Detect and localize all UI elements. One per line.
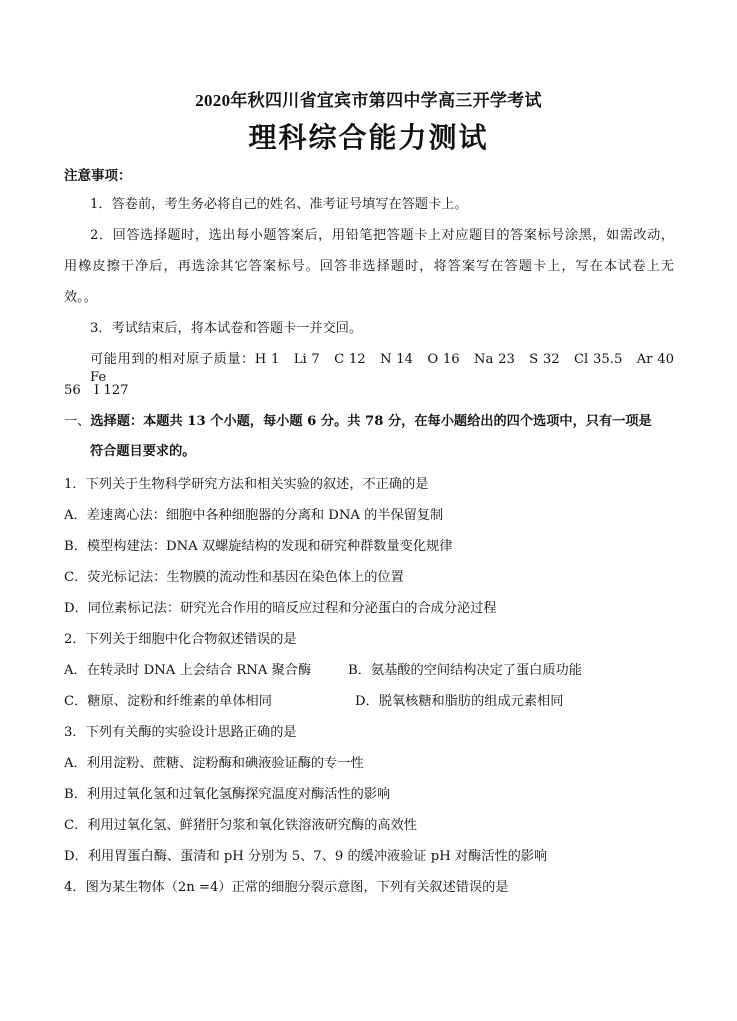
- question-1-option-a: A．差速离心法：细胞中各种细胞器的分离和 DNA 的半保留复制: [64, 508, 444, 523]
- question-3-option-c: C．利用过氧化氢、鲜猪肝匀浆和氧化铁溶液研究酶的高效性: [64, 818, 417, 833]
- question-3-option-a: A．利用淀粉、蔗糖、淀粉酶和碘液验证酶的专一性: [64, 756, 364, 771]
- question-2-stem: 2．下列关于细胞中化合物叙述错误的是: [64, 632, 297, 647]
- question-2-option-a: A．在转录时 DNA 上会结合 RNA 聚合酶: [64, 663, 312, 678]
- question-3-stem: 3．下列有关酶的实验设计思路正确的是: [64, 725, 297, 740]
- question-1-option-c: C．荧光标记法：生物膜的流动性和基因在染色体上的位置: [64, 570, 404, 585]
- question-3-option-b: B．利用过氧化氢和过氧化氢酶探究温度对酶活性的影响: [64, 787, 391, 802]
- atomic-mass-line-1: 可能用到的相对原子质量：H 1 Li 7 C 12 N 14 O 16 Na 23 S 32 Cl 35.5 Ar 40 Fe: [90, 352, 688, 385]
- exam-subtitle: 理科综合能力测试: [248, 121, 489, 154]
- notice-item-2-line-3: 效。。: [64, 290, 97, 305]
- section-1-heading-line-2: 符合题目要求的。: [90, 444, 196, 459]
- exam-title: 2020年秋四川省宜宾市第四中学高三开学考试: [195, 91, 542, 110]
- question-1-option-d: D．同位素标记法：研究光合作用的暗反应过程和分泌蛋白的合成分泌过程: [64, 601, 497, 616]
- question-4-stem: 4．图为某生物体（2n =4）正常的细胞分裂示意图，下列有关叙述错误的是: [64, 880, 509, 895]
- notice-item-2-line-1: 2．回答选择题时，选出每小题答案后，用铅笔把答题卡上对应题目的答案标号涂黑，如需改动，: [90, 228, 674, 243]
- section-1-heading: [64, 413, 652, 431]
- question-1-stem: 1．下列关于生物科学研究方法和相关实验的叙述，不正确的是: [64, 477, 429, 492]
- question-1-option-b: B．模型构建法：DNA 双螺旋结构的发现和研究种群数量变化规律: [64, 539, 453, 554]
- section-1-prefix: 一、: [64, 414, 91, 429]
- question-2-option-b: B．氨基酸的空间结构决定了蛋白质功能: [348, 663, 582, 678]
- question-2-option-c: C．糖原、淀粉和纤维素的单体相同: [64, 694, 272, 709]
- question-3-option-d: D．利用胃蛋白酶、蛋清和 pH 分别为 5、7、9 的缓冲液验证 pH 对酶活性的影响: [64, 849, 548, 864]
- question-2-option-d: D．脱氧核糖和脂肪的组成元素相同: [355, 694, 564, 709]
- atomic-mass-line-2: 56 I 127: [64, 383, 129, 398]
- notice-heading: 注意事项：: [64, 168, 132, 184]
- notice-item-1: 1．答卷前，考生务必将自己的姓名、准考证号填写在答题卡上。: [90, 197, 468, 212]
- notice-item-2-line-2: 用橡皮擦干净后，再选涂其它答案标号。回答非选择题时，将答案写在答题卡上，写在本试卷上无: [64, 259, 674, 274]
- notice-item-3: 3．考试结束后，将本试卷和答题卡一并交回。: [90, 321, 363, 336]
- section-1-heading-line-1: 选择题：本题共 13 个小题，每小题 6 分。共 78 分，在每小题给出的四个选项中，只有一项是: [90, 414, 652, 429]
